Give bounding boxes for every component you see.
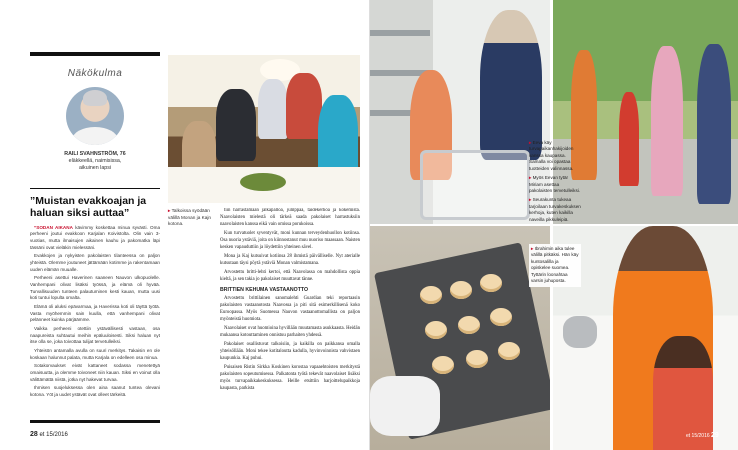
- headline-rule: [30, 188, 160, 189]
- body-paragraph: Sotakorvaukset eivät kattaneet sodassa menetettyä omaisuutta, ja olemme toivoneet niin kauan. Siksi en voinut olla välittämättä niistä, jotka nyt hakevat turvaa.: [30, 363, 160, 382]
- body-paragraph: Pakolaiset osallistuvat talkoisiin, ja kaikilla on paikkansa omalla yhteisöllään. Moni tekee kotitaloutta kadulla, hyvinvoinnista vahvistaen kaupunkia. Kaj puhui.: [220, 341, 360, 361]
- top-rule: [30, 52, 160, 56]
- body-paragraph: Puisaisen Ristin Sirkka Koskinen korostaa vapaaehtoisten merkitystä pakolaisten sopeutumisessa. Palkatonta työtä tekevät naavolaiset lisäksi myös turvapaikkakeskuksessa. Heille etsittiin harjoittelupaikkoja kaupasta, parkista: [220, 364, 360, 391]
- kitchen-caption: [529, 244, 581, 287]
- body-paragraph: Perheeni asettui Haverinen saaneen Nauvon ulkopuolelle. Vanhempani olivat lisäksi työssä, ja elämä oli hyvää. Turvallisuuden tunteen palautuminen kesti kauan, mutta uusi koti tuntui lopulta omalta.: [30, 275, 160, 301]
- body-paragraph: Arvostettu brittilainen sanomalehti Guardian teki reportaasin pakolaisten vastaanotosta Naavossa ja piti sitä esimerkillisenä koko Euroopassa. Myös Suomessa Nauvon vastaanottomallista on paljon myönteistä huomiota.: [220, 296, 360, 322]
- caption-marker: ▸: [168, 208, 171, 213]
- author-portrait: [66, 87, 124, 145]
- photo-captions: [529, 140, 581, 226]
- body-paragraph: Yhteisön antamalla avulla on suuri merkitys. Takaisin en ole koskaan halunnut palata, mutta Karjala on edelleen osa minua.: [30, 347, 160, 360]
- caption-marker: ▸: [531, 246, 534, 251]
- caption-text: Ibrahimin aika tulee välillä pitkäksi. Hän käy kuntosalilla ja opiskelee suomea. Tyttärin loonahtaa varsin juhuposta.: [531, 246, 579, 284]
- opinion-headline: ”Muistan evakkoajan ja haluan siksi auttaa”: [30, 194, 147, 219]
- author-byline: [30, 151, 160, 172]
- body-paragraph: Arvostettu britti-lehti kertoi, että Naavolassa on mahdollista oppia kieltä, ja sen takia jo pakolaiset muuttavat tänne.: [220, 269, 360, 282]
- lead-word: ”SODAN AIKANA: [34, 224, 73, 230]
- subheading: BRITTIEN KEHUMA VASTAANOTTO: [220, 286, 308, 293]
- author-name: RAILI SVAHNSTRÖM, 76: [64, 151, 126, 157]
- body-paragraph: Elämä oli aluksi epävarmaa, ja Haverissa koti oli täyttä työtä. Vasta myöhemmin sain kuulla, että vanhempani olivat pelänneet kuinka pärjäämme.: [30, 303, 160, 323]
- caption-item: ▸ Eeva käy turvapaikanhakijoiden kanssa kaupassa. Samalla voi opastaa tuotteiden valinnassa.: [529, 140, 574, 171]
- article-column: [220, 208, 360, 428]
- caption-item: ▸ Myös Eevan tytär Miriam asettaa pakolaisten tervetulleiksi.: [529, 175, 581, 193]
- baking-photo: [370, 226, 550, 450]
- caption-item: ▸ Seurakunta tukeaa tarjoilaan turvakeskuksen kerhoja, kuten kaikilla naveilla pikkuleipiä.: [529, 197, 581, 222]
- dining-photo: [168, 55, 360, 203]
- body-paragraph: Vaikka perheeni otettiin ystävällisesti vastaan, osa naapureista suhtautui meihin epäluuloisesti. Siksi haluan nyt itse olla se, joka toivottaa tulijat tervetulleiksi.: [30, 325, 160, 345]
- body-paragraph: Mona ja Kaj kutsuivat kotiinsa 28 ihmistä päivälliselle. Nyt aterialle kutsutaan täysi pöytä ystäviä Monan valmistamana.: [220, 253, 360, 266]
- left-folio: 28 et 15/2016: [30, 431, 68, 438]
- author-role: eläkkeellä, naimisissa,: [68, 157, 122, 164]
- body-paragraph: Ihmisen suojeluksessa olen aina saanut tuntea olevani kotona. Yöt ja uudet ystävät ovat olleet tärkeitä.: [30, 385, 160, 397]
- shopping-photo: [370, 0, 550, 224]
- body-paragraph: tiin harrastamaan jalkapalloa, jumppaa, taidekerhoa ja kokemista. Naavolaisten mielestä oli tärkeä saada pakolaiset harrastuksiin naavolaisten kanssa eikä vain omissa porukoissa.: [220, 208, 360, 227]
- opinion-body: [30, 225, 160, 399]
- body-paragraph: Kun turvatuolet syventyvät, moni kunnan terveydenhuollon kotiinsa. Osa nuoria ystäviä, joita on kiinnostanut muu nuoriso maassaan. Naisten kesken vapauduttiin ja löydettiin yhteinen sävel.: [220, 230, 360, 250]
- section-kicker: Näkökulma: [67, 68, 123, 79]
- body-paragraph: ”SODAN AIKANA kävimmy koskettaa minua syvästi. Oma perheeni joutui evakkoon Karjalan Koivistolta. Olin vain 3-vuotias, mutta ilmaisujen aikainen kauhu ja pakomatka läpi tässäni ovat vieläkin mielessäni.: [30, 224, 160, 250]
- author-extra: aikuinen lapsi: [78, 164, 112, 171]
- dining-caption: [168, 208, 216, 228]
- caption-text: Talkoissa syödään välillä Monan ja Kajn kotona.: [168, 208, 211, 227]
- opinion-column: [30, 52, 160, 442]
- body-paragraph: Evakkojen ja nykyisten pakolaisten tilanteessa on paljon yhteistä. Olemme joutuneet jättämään kotimme ja rakentamaan uuden elämän muualle.: [30, 253, 160, 272]
- bottom-rule: [30, 420, 160, 423]
- body-paragraph: Naavolaiset ovat huomioina hyvillään muutamasta asukkaasta. Heidän mukaansa kotouttaminen onnistuu parhaiten yhdessä.: [220, 325, 360, 338]
- right-folio: et 15/2016 29: [686, 432, 719, 439]
